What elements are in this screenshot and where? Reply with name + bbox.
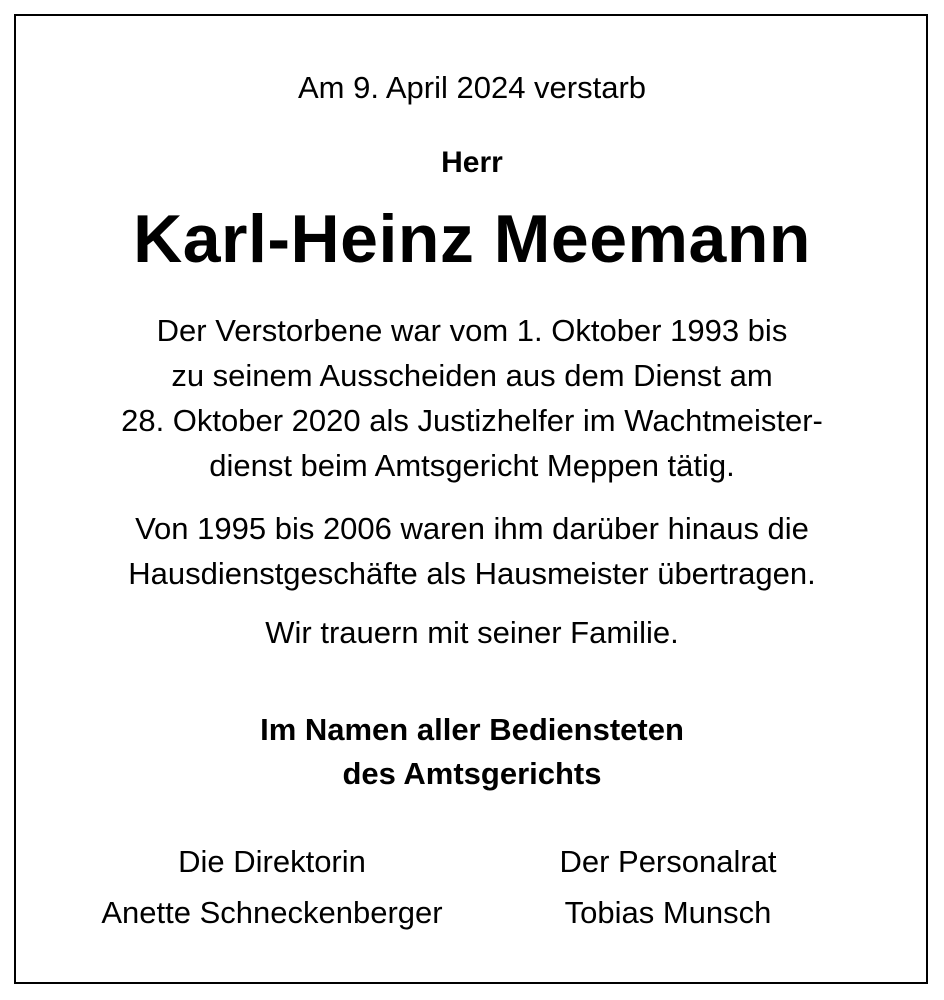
signatory-director: [60, 836, 484, 938]
signatory-role: Die Direktorin: [178, 844, 366, 879]
duties-line: Von 1995 bis 2006 waren ihm darüber hinaus die: [135, 511, 809, 546]
sign-heading-line: des Amtsgerichts: [342, 756, 602, 791]
duties-line: Hausdienstgeschäfte als Hausmeister übertragen.: [128, 556, 816, 591]
sign-heading-line: Im Namen aller Bediensteten: [260, 712, 684, 747]
service-paragraph: [0, 308, 944, 488]
signatory-staff-council: [472, 836, 864, 938]
condolence-text: Wir trauern mit seiner Familie.: [265, 615, 679, 650]
intro-text: Am 9. April 2024 verstarb: [297, 70, 647, 105]
signatory-name: Anette Schneckenberger: [101, 895, 443, 930]
service-line: 28. Oktober 2020 als Justizhelfer im Wachtmeister-: [121, 403, 823, 438]
deceased-name: Karl-Heinz Meemann: [133, 201, 811, 277]
sign-heading: [0, 708, 944, 796]
service-line: dienst beim Amtsgericht Meppen tätig.: [209, 448, 735, 483]
signatory-role: Der Personalrat: [559, 844, 777, 879]
service-line: Der Verstorbene war vom 1. Oktober 1993 bis: [156, 313, 788, 348]
signatory-name: Tobias Munsch: [564, 895, 772, 930]
service-line: zu seinem Ausscheiden aus dem Dienst am: [171, 358, 773, 393]
duties-paragraph: [0, 506, 944, 596]
salutation: Herr: [441, 146, 503, 179]
